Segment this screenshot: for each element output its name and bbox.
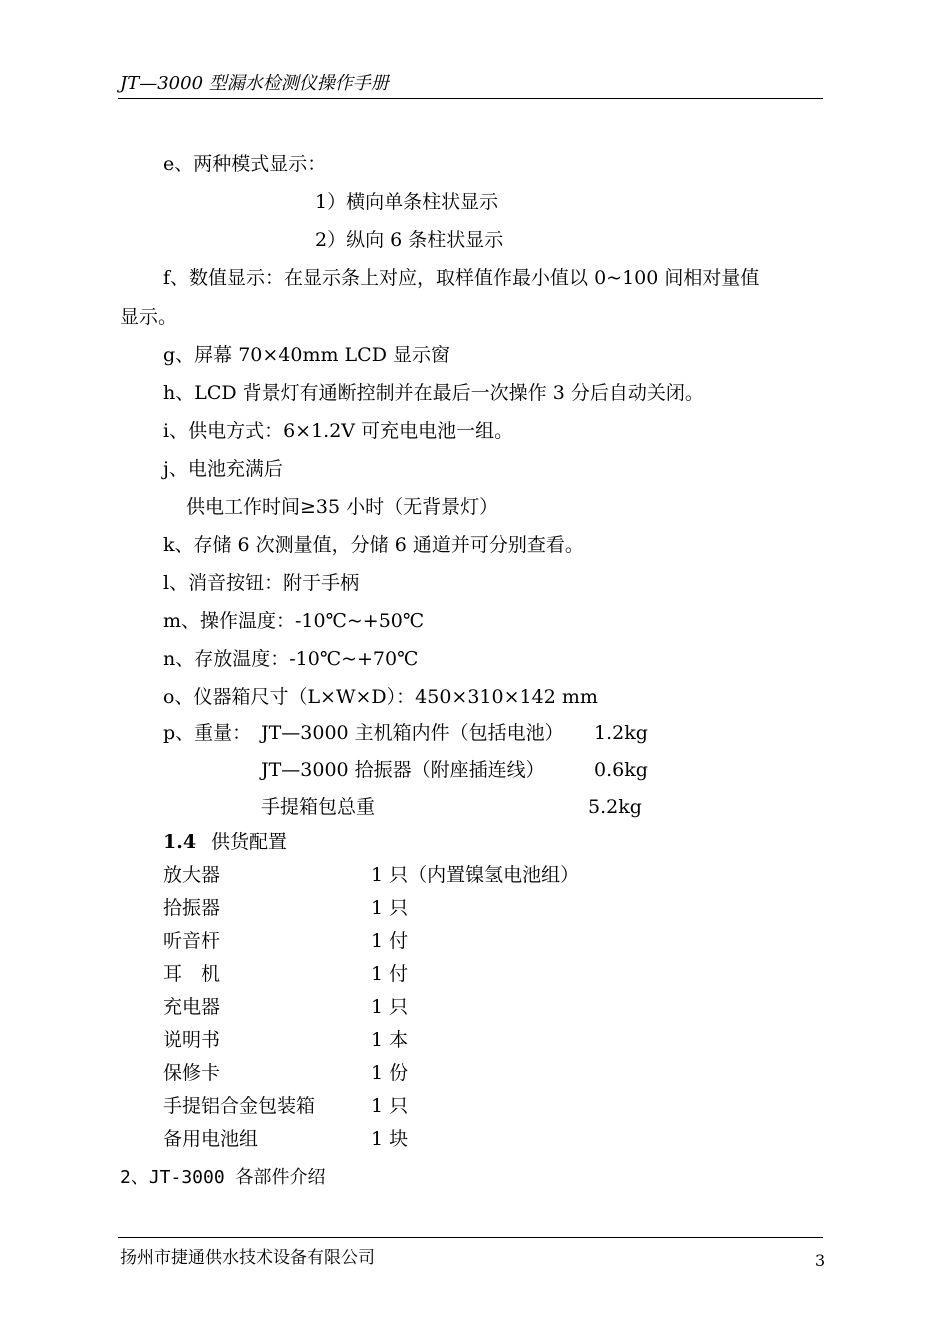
footer-divider: [118, 1237, 823, 1238]
supply-item-name: 拾振器: [163, 897, 221, 919]
spec-line-e: e、两种模式显示：: [163, 153, 327, 175]
supply-item-name: 备用电池组: [163, 1128, 259, 1150]
supply-item-qty: 1 只: [371, 996, 409, 1018]
spec-line-f-cont: 显示。: [120, 306, 178, 328]
supply-item-name: 保修卡: [163, 1062, 221, 1084]
weight-item: JT—3000 主机箱内件（包括电池）: [261, 722, 564, 744]
supply-item-qty: 1 付: [371, 930, 409, 952]
supply-item-qty: 1 块: [371, 1128, 409, 1150]
section-2-title: 2、JT-3000 各部件介绍: [120, 1167, 326, 1188]
weight-item: 手提箱包总重: [261, 796, 376, 818]
spec-line-e1: 1）横向单条柱状显示: [315, 191, 499, 213]
weight-item: JT—3000 拾振器（附座插连线）: [261, 759, 545, 781]
supply-item-name: 充电器: [163, 996, 221, 1018]
supply-item-name: 耳 机: [163, 963, 221, 985]
supply-section-title: 供货配置: [211, 831, 288, 853]
spec-line-n: n、存放温度：-10℃~+70℃: [163, 648, 419, 670]
page-header-title: JT—3000 型漏水检测仪操作手册: [120, 73, 389, 94]
supply-item-name: 听音杆: [163, 930, 221, 952]
supply-item-qty: 1 付: [371, 963, 409, 985]
spec-line-j-cont: 供电工作时间≥35 小时（无背景灯）: [186, 496, 499, 518]
supply-item-name: 手提铝合金包装箱: [163, 1095, 316, 1117]
spec-line-j: j、电池充满后: [163, 458, 283, 480]
spec-line-l: l、消音按钮：附于手柄: [163, 572, 360, 594]
supply-section-number: 1.4: [163, 831, 197, 853]
supply-item-qty: 1 只: [371, 897, 409, 919]
supply-item-qty: 1 份: [371, 1062, 409, 1084]
footer-company-name: 扬州市捷通供水技术设备有限公司: [120, 1248, 375, 1268]
page-number: 3: [815, 1251, 826, 1270]
supply-item-qty: 1 只（内置镍氢电池组）: [371, 864, 580, 886]
weight-value: 0.6kg: [594, 759, 648, 781]
spec-line-e2: 2）纵向 6 条柱状显示: [315, 229, 504, 251]
supply-item-name: 放大器: [163, 864, 221, 886]
supply-item-qty: 1 只: [371, 1095, 409, 1117]
spec-line-k: k、存储 6 次测量值，分储 6 通道并可分别查看。: [163, 534, 584, 556]
weight-value: 1.2kg: [594, 722, 648, 744]
header-divider: [118, 98, 823, 99]
supply-item-qty: 1 本: [371, 1029, 409, 1051]
spec-line-m: m、操作温度：-10℃~+50℃: [163, 610, 425, 632]
supply-item-name: 说明书: [163, 1029, 221, 1051]
spec-line-g: g、屏幕 70×40mm LCD 显示窗: [163, 344, 450, 366]
spec-line-h: h、LCD 背景灯有通断控制并在最后一次操作 3 分后自动关闭。: [163, 382, 704, 404]
weight-label: p、重量：: [163, 722, 252, 744]
spec-line-o: o、仪器箱尺寸（L×W×D）：450×310×142 mm: [163, 686, 598, 708]
spec-line-f: f、数值显示：在显示条上对应，取样值作最小值以 0~100 间相对量值: [163, 267, 760, 289]
weight-value: 5.2kg: [588, 796, 642, 818]
spec-line-i: i、供电方式：6×1.2V 可充电电池一组。: [163, 420, 514, 442]
